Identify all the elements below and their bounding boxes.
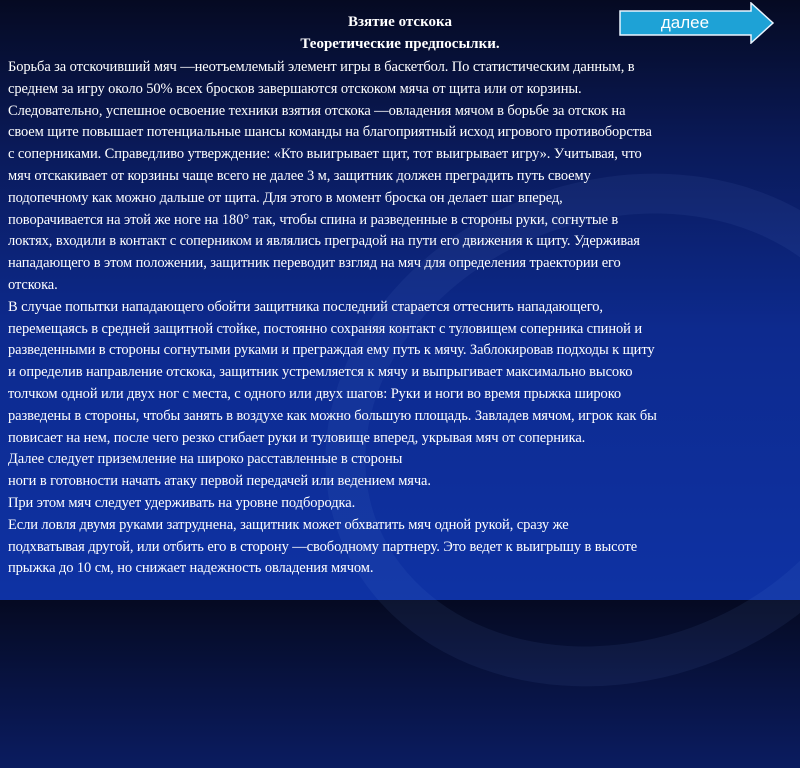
body-line: и определив направление отскока, защитник устремляется к мячу и выпрыгивает максимально высоко xyxy=(8,364,633,381)
body-line: разведены в стороны, чтобы занять в воздухе как можно большую площадь. Завладев мячом, игрок как бы xyxy=(8,407,657,424)
body-line: подопечному как можно дальше от щита. Для этого в момент броска он делает шаг вперед, xyxy=(8,189,563,206)
body-line: Борьба за отскочивший мяч —неотъемлемый элемент игры в баскетбол. По статистическим данным, в xyxy=(8,59,635,75)
body-line: мяч отскакивает от корзины чаще всего не далее 3 м, защитник должен преградить путь своему xyxy=(8,167,591,184)
body-line: поворачивается на этой же ноге на 180° так, чтобы спина и разведенные в стороны руки, согнутые в xyxy=(8,211,619,228)
body-line: В случае попытки нападающего обойти защитника последний старается оттеснить нападающего, xyxy=(8,298,603,315)
body-line: повисает на нем, после чего резко сгибает руки и туловище вперед, укрывая мяч от соперника. xyxy=(8,429,586,446)
body-line: отскока. xyxy=(8,276,58,293)
body-line: разведенными в стороны согнутыми руками и преграждая ему путь к мячу. Заблокировав подходы к щиту xyxy=(8,342,655,359)
body-line: ноги в готовности начать атаку первой передачей или ведением мяча. xyxy=(8,473,431,490)
body-line: толчком одной или двух ног с места, с одного или двух шагов: Руки и ноги во время прыжка широко xyxy=(8,385,622,402)
body-line: нападающего в этом положении, защитник переводит взгляд на мяч для определения траектории его xyxy=(8,255,621,272)
body-line: среднем за игру около 50% всех бросков завершаются отскоком мяча от щита или от корзины. xyxy=(8,80,582,97)
page-subtitle: Теоретические предпосылки. xyxy=(300,36,500,52)
body-line: своем щите повышает потенциальные шансы команды на благоприятный исход игрового противоборства xyxy=(8,124,652,141)
body-line: Следовательно, успешное освоение техники взятия отскока —овладения мячом в борьбе за отскок на xyxy=(8,102,626,119)
next-button-label: далее xyxy=(660,13,710,32)
body-line: При этом мяч следует удерживать на уровне подбородка. xyxy=(8,494,356,511)
body-line: с соперниками. Справедливо утверждение: «Кто выигрывает щит, тот выигрывает игру». Учитывая, что xyxy=(8,146,642,163)
page-title: Взятие отскока xyxy=(348,14,452,30)
body-line: перемещаясь в средней защитной стойке, постоянно сохраняя контакт с туловищем соперника спиной и xyxy=(8,320,642,337)
next-button[interactable] xyxy=(619,2,775,44)
body-line: локтях, входили в контакт с соперником и являлись преградой на пути его движения к щиту. Удерживая xyxy=(8,233,640,250)
body-line: прыжка до 10 см, но снижает надежность овладения мячом. xyxy=(8,560,374,577)
body-line: Далее следует приземление на широко расставленные в стороны xyxy=(8,451,403,468)
body-line: подхватывая другой, или отбить его в сторону —свободному партнеру. Это ведет к выигрышу в высоте xyxy=(8,538,638,555)
body-line: Если ловля двумя руками затруднена, защитник может обхватить мяч одной рукой, сразу же xyxy=(8,516,569,533)
body-text xyxy=(8,57,798,580)
